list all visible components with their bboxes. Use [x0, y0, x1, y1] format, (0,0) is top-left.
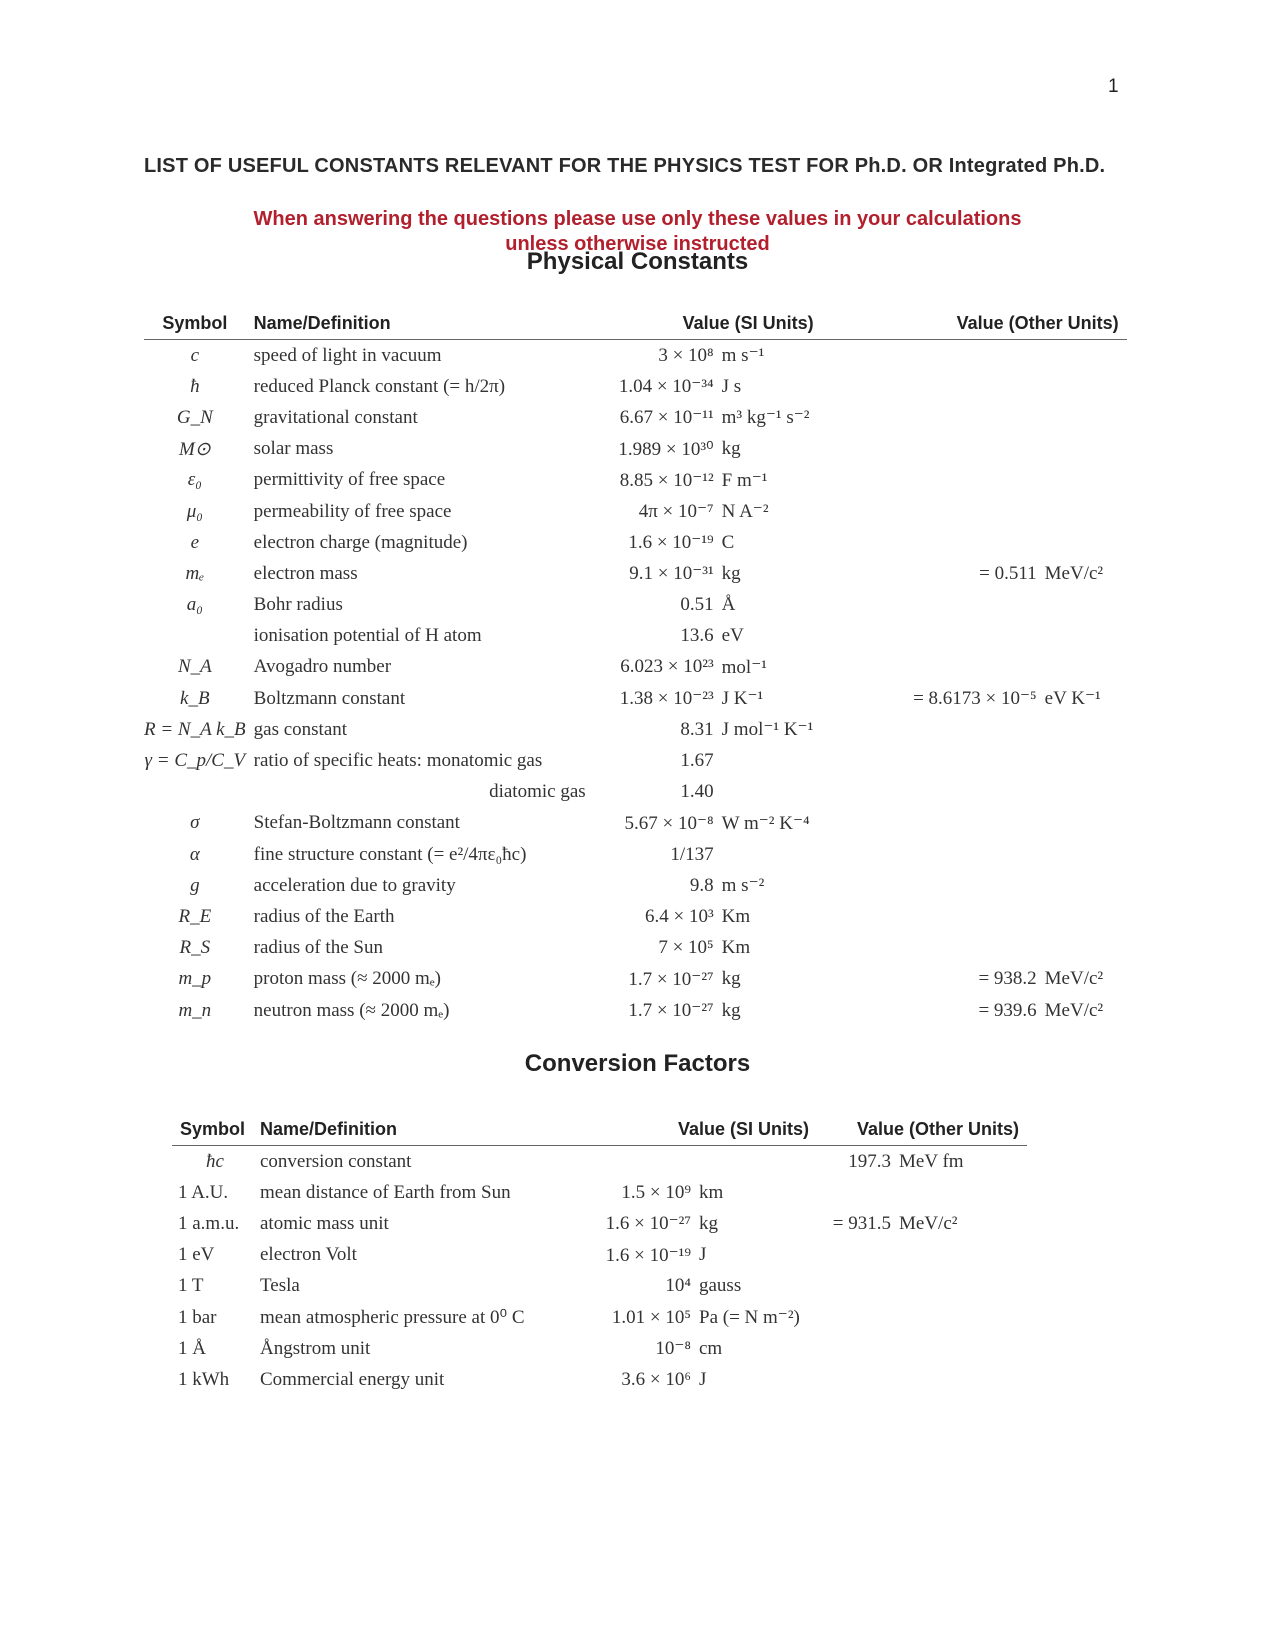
- name-cell: proton mass (≈ 2000 mₑ): [253, 968, 441, 990]
- table-row: [144, 465, 1127, 496]
- symbol-cell: μ₀: [186, 500, 203, 522]
- value-cell: 1.40: [680, 781, 714, 803]
- table-row: [172, 1146, 1027, 1178]
- value-cell: 1.04 × 10⁻³⁴: [618, 376, 714, 398]
- value-cell: 10⁻⁸: [655, 1338, 691, 1360]
- other-value-cell: [817, 1240, 899, 1271]
- instruction-line-1: When answering the questions please use only these values in your calculations: [253, 208, 1022, 230]
- table-row: [172, 1333, 1027, 1364]
- other-unit-cell: [1045, 496, 1127, 527]
- name-cell: Avogadro number: [253, 656, 392, 678]
- name-cell: mean atmospheric pressure at 0⁰ C: [260, 1307, 525, 1329]
- other-unit-cell: [1045, 777, 1127, 808]
- table-row: [144, 340, 1127, 372]
- value-cell: 6.67 × 10⁻¹¹: [619, 407, 714, 429]
- header-other-value: [822, 307, 1127, 340]
- other-value-cell: [822, 901, 1045, 932]
- name-cell: radius of the Earth: [253, 905, 395, 927]
- name-cell: gas constant: [253, 718, 348, 740]
- unit-cell: m³ kg⁻¹ s⁻²: [721, 407, 810, 429]
- symbol-cell: a₀: [186, 594, 203, 616]
- unit-cell: J: [699, 1244, 707, 1266]
- symbol-cell: ε₀: [187, 469, 202, 491]
- other-unit-cell: [1045, 590, 1127, 621]
- other-unit-cell: [899, 1240, 1027, 1271]
- name-cell: gravitational constant: [253, 406, 418, 428]
- symbol-cell: mₑ: [185, 562, 205, 584]
- table-row: [144, 964, 1127, 995]
- other-unit-cell: [1045, 839, 1127, 870]
- name-cell: Tesla: [260, 1275, 300, 1297]
- name-cell: Ångstrom unit: [260, 1337, 371, 1359]
- other-unit-cell: [1045, 714, 1127, 745]
- unit-cell: kg: [699, 1212, 718, 1234]
- value-cell: 1.01 × 10⁵: [611, 1306, 691, 1328]
- value-cell: 1.6 × 10⁻²⁷: [605, 1213, 691, 1235]
- table-row: [144, 434, 1127, 465]
- conversion-factors-table: [172, 1113, 1027, 1396]
- symbol-cell: 1 eV: [178, 1244, 215, 1266]
- header-si-value-text: Value (SI Units): [677, 1118, 809, 1139]
- other-value-cell: [822, 434, 1045, 465]
- symbol-cell: 1 kWh: [178, 1368, 230, 1390]
- physical-constants-body: [144, 340, 1127, 1027]
- table-row: [144, 745, 1127, 776]
- value-cell: 1.67: [680, 750, 714, 772]
- unit-cell: kg: [721, 999, 741, 1021]
- name-cell: atomic mass unit: [260, 1212, 389, 1234]
- other-unit-cell: [1045, 621, 1127, 652]
- table-header-row: [172, 1113, 1027, 1146]
- value-cell: 1.5 × 10⁹: [621, 1181, 691, 1203]
- unit-cell: Å: [721, 594, 736, 616]
- name-cell: Bohr radius: [253, 594, 343, 616]
- header-other-value-text: Value (Other Units): [856, 1118, 1019, 1139]
- value-cell: 1.989 × 10³⁰: [618, 438, 714, 460]
- table-row: [144, 870, 1127, 901]
- value-cell: 1.7 × 10⁻²⁷: [628, 968, 714, 990]
- name-cell: electron charge (magnitude): [253, 531, 468, 553]
- other-value-cell: [822, 745, 1045, 776]
- table-row: [144, 777, 1127, 808]
- value-cell: 6.4 × 10³: [644, 905, 714, 927]
- other-value-cell: [817, 1333, 899, 1364]
- other-value-cell: [817, 1302, 899, 1333]
- table-row: [172, 1271, 1027, 1302]
- table-row: [144, 402, 1127, 433]
- unit-cell: F m⁻¹: [721, 469, 768, 491]
- other-value-cell: [817, 1177, 899, 1208]
- table-row: [144, 652, 1127, 683]
- value-cell: 0.51: [680, 594, 714, 616]
- unit-cell: N A⁻²: [721, 501, 769, 523]
- unit-cell: J s: [721, 375, 742, 397]
- other-unit-cell: MeV/c²: [1044, 562, 1104, 584]
- other-value-cell: [822, 496, 1045, 527]
- other-unit-cell: [1045, 465, 1127, 496]
- unit-cell: C: [721, 531, 735, 553]
- name-cell: solar mass: [253, 438, 334, 460]
- value-cell: 8.85 × 10⁻¹²: [619, 469, 714, 491]
- other-unit-cell: [1045, 340, 1127, 372]
- other-value-cell: [822, 933, 1045, 964]
- symbol-cell: σ: [190, 812, 200, 834]
- symbol-cell: M⊙: [178, 438, 211, 460]
- other-unit-cell: [1045, 745, 1127, 776]
- value-cell: 1.7 × 10⁻²⁷: [628, 1000, 714, 1022]
- symbol-cell: c: [190, 344, 200, 366]
- other-unit-cell: [1045, 901, 1127, 932]
- symbol-cell: 1 Å: [178, 1337, 206, 1359]
- symbol-cell: m_n: [178, 999, 212, 1021]
- other-unit-cell: [1045, 652, 1127, 683]
- unit-cell: cm: [699, 1337, 723, 1359]
- other-value-cell: [817, 1364, 899, 1395]
- value-cell: 1.6 × 10⁻¹⁹: [605, 1244, 691, 1266]
- table-row: [172, 1177, 1027, 1208]
- header-name: Name/Definition: [246, 307, 594, 340]
- value-cell: 9.1 × 10⁻³¹: [629, 563, 714, 585]
- table-row: [172, 1240, 1027, 1271]
- table-row: [144, 621, 1127, 652]
- table-row: [144, 808, 1127, 839]
- other-value-cell: [822, 839, 1045, 870]
- symbol-cell: e: [190, 531, 200, 553]
- conversion-factors-body: [172, 1146, 1027, 1396]
- table-row: [144, 683, 1127, 714]
- other-unit-cell: [899, 1333, 1027, 1364]
- table-row: [172, 1302, 1027, 1333]
- unit-cell: Km: [721, 905, 751, 927]
- unit-cell: kg: [721, 968, 741, 990]
- table-row: [144, 933, 1127, 964]
- value-cell: 6.023 × 10²³: [620, 656, 714, 678]
- name-cell: radius of the Sun: [253, 937, 383, 959]
- other-value-cell: [822, 371, 1045, 402]
- header-symbol: Symbol: [144, 307, 246, 340]
- name-cell: reduced Planck constant (= h/2π): [253, 375, 506, 397]
- value-cell: 1.38 × 10⁻²³: [619, 688, 714, 710]
- value-cell: 1.6 × 10⁻¹⁹: [628, 532, 714, 554]
- other-unit-cell: [899, 1302, 1027, 1333]
- unit-cell: J K⁻¹: [721, 688, 764, 710]
- unit-cell: kg: [721, 438, 741, 460]
- name-cell: mean distance of Earth from Sun: [260, 1181, 511, 1203]
- header-other-value-text: Value (Other Units): [956, 312, 1119, 333]
- other-value-cell: [822, 777, 1045, 808]
- unit-cell: J: [699, 1368, 707, 1390]
- name-cell: speed of light in vacuum: [253, 344, 442, 366]
- symbol-cell: 1 bar: [178, 1306, 217, 1328]
- symbol-cell: α: [189, 843, 200, 865]
- unit-cell: eV: [721, 625, 744, 647]
- unit-cell: gauss: [699, 1275, 742, 1297]
- symbol-cell: R = N_A k_B: [144, 718, 246, 740]
- value-cell: 10⁴: [665, 1275, 691, 1297]
- physical-constants-title: Physical Constants: [526, 248, 749, 275]
- other-unit-cell: [899, 1364, 1027, 1395]
- unit-cell: Km: [721, 937, 751, 959]
- header-other-value: [817, 1113, 1027, 1146]
- name-cell: ratio of specific heats: monatomic gas: [253, 750, 543, 772]
- page-number: 1: [1108, 76, 1119, 97]
- table-row: [144, 995, 1127, 1026]
- value-cell: 4π × 10⁻⁷: [638, 501, 714, 523]
- other-value-cell: [822, 527, 1045, 558]
- symbol-cell: 1 A.U.: [178, 1181, 229, 1203]
- table-row: [144, 371, 1127, 402]
- other-unit-cell: MeV/c²: [1044, 999, 1104, 1021]
- other-value-cell: [822, 465, 1045, 496]
- other-unit-cell: [1045, 933, 1127, 964]
- other-value-cell: = 8.6173 × 10⁻⁵: [913, 688, 1037, 710]
- name-cell: Boltzmann constant: [253, 687, 406, 709]
- unit-cell: m s⁻²: [721, 875, 765, 897]
- other-value-cell: [822, 652, 1045, 683]
- other-value-cell: = 931.5: [832, 1212, 891, 1234]
- document-title: LIST OF USEFUL CONSTANTS RELEVANT FOR THE PHYSICS TEST FOR Ph.D. OR Integrated Ph.D.: [144, 155, 1106, 177]
- symbol-cell: g: [190, 874, 200, 896]
- conversion-factors-title: Conversion Factors: [524, 1050, 751, 1077]
- unit-cell: Pa (= N m⁻²): [699, 1307, 800, 1329]
- other-value-cell: [822, 590, 1045, 621]
- symbol-cell: k_B: [180, 687, 210, 709]
- name-cell: Stefan-Boltzmann constant: [253, 812, 460, 834]
- other-unit-cell: [1045, 527, 1127, 558]
- other-unit-cell: MeV fm: [899, 1150, 964, 1172]
- name-cell: acceleration due to gravity: [253, 874, 456, 896]
- value-cell: [580, 1146, 699, 1178]
- other-unit-cell: [1045, 808, 1127, 839]
- name-cell: conversion constant: [260, 1150, 412, 1172]
- unit-cell: J mol⁻¹ K⁻¹: [721, 719, 814, 741]
- other-unit-cell: MeV/c²: [1044, 968, 1104, 990]
- unit-cell: W m⁻² K⁻⁴: [721, 812, 810, 834]
- table-row: [144, 527, 1127, 558]
- other-value-cell: = 0.511: [979, 562, 1037, 584]
- table-row: [144, 839, 1127, 870]
- symbol-cell: [144, 777, 246, 808]
- header-symbol: Symbol: [172, 1113, 252, 1146]
- other-unit-cell: eV K⁻¹: [1044, 688, 1101, 710]
- value-cell: 1/137: [670, 843, 714, 865]
- value-cell: 8.31: [680, 718, 714, 740]
- symbol-cell: N_A: [177, 656, 212, 678]
- symbol-cell: γ = C_p/C_V: [144, 750, 246, 772]
- unit-cell: [722, 839, 822, 870]
- name-cell: electron Volt: [260, 1244, 357, 1266]
- value-cell: 5.67 × 10⁻⁸: [624, 812, 714, 834]
- table-row: [144, 558, 1127, 589]
- name-cell: permeability of free space: [253, 500, 452, 522]
- table-row: [144, 496, 1127, 527]
- header-si-value-text: Value (SI Units): [682, 312, 814, 333]
- other-unit-cell: [1045, 870, 1127, 901]
- value-cell: 3.6 × 10⁶: [621, 1368, 691, 1390]
- table-row: [144, 901, 1127, 932]
- unit-cell: [722, 745, 822, 776]
- header-si-value: [594, 307, 822, 340]
- value-cell: 9.8: [689, 874, 714, 896]
- symbol-cell: R_S: [179, 937, 211, 959]
- other-unit-cell: [1045, 371, 1127, 402]
- other-value-cell: = 939.6: [978, 999, 1037, 1021]
- symbol-cell: 1 a.m.u.: [178, 1212, 240, 1234]
- symbol-cell: 1 T: [178, 1275, 204, 1297]
- other-value-cell: [822, 714, 1045, 745]
- unit-cell: km: [699, 1181, 724, 1203]
- instruction-line-2: unless otherwise instructed: [505, 233, 770, 255]
- symbol-cell: m_p: [178, 968, 212, 990]
- other-value-cell: 197.3: [848, 1150, 891, 1172]
- name-cell: electron mass: [253, 562, 358, 584]
- other-unit-cell: MeV/c²: [899, 1212, 958, 1234]
- other-unit-cell: [899, 1177, 1027, 1208]
- symbol-cell: R_E: [178, 905, 212, 927]
- unit-cell: kg: [721, 562, 741, 584]
- value-cell: 7 × 10⁵: [658, 937, 714, 959]
- symbol-cell: ħ: [190, 375, 200, 397]
- name-cell: permittivity of free space: [253, 469, 446, 491]
- unit-cell: [699, 1146, 817, 1178]
- other-unit-cell: [1045, 434, 1127, 465]
- symbol-cell: G_N: [176, 406, 213, 428]
- name-cell: neutron mass (≈ 2000 mₑ): [253, 999, 450, 1021]
- other-unit-cell: [1045, 402, 1127, 433]
- name-cell: ionisation potential of H atom: [253, 625, 482, 647]
- other-value-cell: = 938.2: [978, 968, 1037, 990]
- other-value-cell: [822, 621, 1045, 652]
- name-cell: diatomic gas: [489, 781, 586, 803]
- value-cell: 3 × 10⁸: [658, 344, 714, 366]
- unit-cell: [722, 777, 822, 808]
- unit-cell: m s⁻¹: [721, 345, 765, 367]
- table-row: [172, 1364, 1027, 1395]
- header-si-value: [580, 1113, 817, 1146]
- unit-cell: mol⁻¹: [721, 656, 767, 678]
- other-value-cell: [822, 808, 1045, 839]
- name-cell: fine structure constant (= e²/4πε₀ħc): [253, 843, 527, 865]
- table-header-row: [144, 307, 1127, 340]
- header-name: Name/Definition: [252, 1113, 580, 1146]
- other-value-cell: [822, 340, 1045, 372]
- physical-constants-table: [144, 307, 1127, 1026]
- table-row: [144, 590, 1127, 621]
- table-row: [172, 1208, 1027, 1239]
- symbol-cell: [144, 621, 246, 652]
- other-value-cell: [822, 402, 1045, 433]
- other-value-cell: [822, 870, 1045, 901]
- symbol-cell: ħc: [206, 1150, 224, 1172]
- value-cell: 13.6: [680, 625, 714, 647]
- name-cell: Commercial energy unit: [260, 1368, 445, 1390]
- table-row: [144, 714, 1127, 745]
- other-value-cell: [817, 1271, 899, 1302]
- other-unit-cell: [899, 1271, 1027, 1302]
